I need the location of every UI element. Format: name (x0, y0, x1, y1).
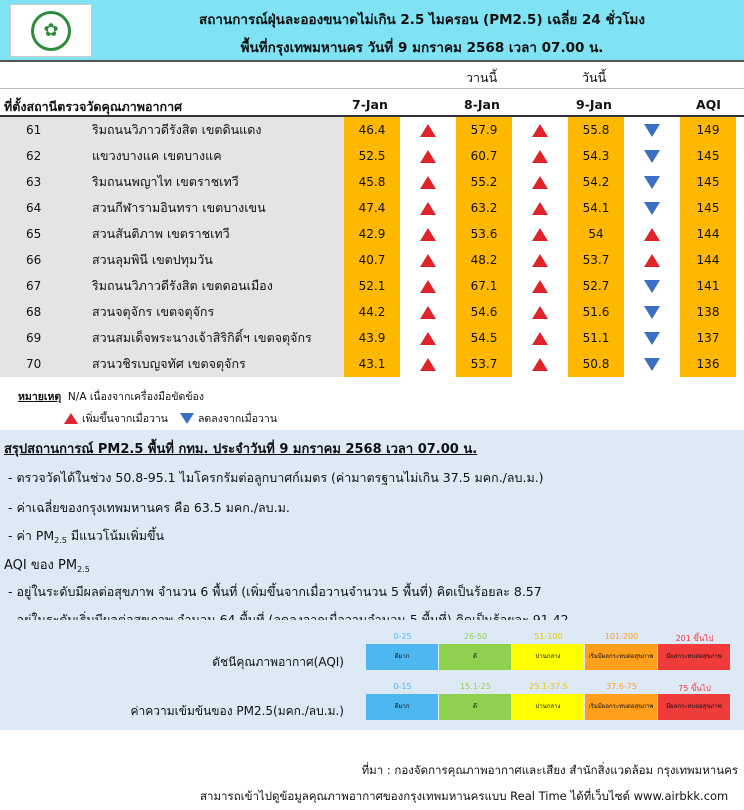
bma-logo (10, 4, 92, 57)
trend-cell (624, 169, 680, 195)
station-name: สวนสมเด็จพระนางเจ้าสิริกิติ์ฯ เขตจตุจักร (86, 325, 344, 351)
pm-value-day2: 57.9 (456, 117, 512, 143)
range-label: 201 ขึ้นไป (675, 634, 714, 643)
station-number: 64 (0, 195, 86, 221)
pm-value-day2: 60.7 (456, 143, 512, 169)
station-name: ริมถนนวิภาวดีรังสิต เขตดินแดง (86, 117, 344, 143)
note (18, 388, 204, 405)
pm-value-day2: 54.5 (456, 325, 512, 351)
trend-cell (512, 169, 568, 195)
up-triangle-icon (532, 332, 548, 345)
pm-value-day1: 44.2 (344, 299, 400, 325)
trend-cell (624, 117, 680, 143)
level-box: เริ่มมีผลกระทบต่อสุขภาพ (585, 644, 657, 670)
table-row (0, 351, 744, 377)
range-label: 25.1-37.5 (529, 682, 568, 691)
report-subtitle: พื้นที่กรุงเทพมหานคร วันที่ 9 มกราคม 2568 เวลา 07.00 น. (240, 40, 604, 56)
trend-cell (400, 273, 456, 299)
note-label: หมายเหตุ (18, 391, 62, 403)
pm-value-day3: 54.1 (568, 195, 624, 221)
note-text: N/A เนื่องจากเครื่องมือขัดข้อง (67, 391, 204, 403)
up-triangle-icon (420, 358, 436, 371)
level-box: ปานกลาง (512, 694, 584, 720)
aqi-value: 145 (680, 143, 736, 169)
pm-value-day3: 53.7 (568, 247, 624, 273)
station-name: แขวงบางแค เขตบางแค (86, 143, 344, 169)
aqi-summary-1: - อยู่ในระดับมีผลต่อสุขภาพ จำนวน 6 พื้นที่ (เพิ่มขึ้นจากเมื่อวานจำนวน 5 พื้นที่) คิดเป็นร้อยละ 8.57 (8, 584, 542, 599)
legend-down-label: ลดลงจากเมื่อวาน (198, 413, 278, 425)
trend-suffix: มีแนวโน้มเพิ่มขึ้น (66, 528, 165, 543)
trend-cell (624, 273, 680, 299)
up-triangle-icon (532, 280, 548, 293)
station-number: 66 (0, 247, 86, 273)
aqi-value: 145 (680, 195, 736, 221)
trend-cell (512, 143, 568, 169)
level-box: มีผลกระทบต่อสุขภาพ (658, 694, 730, 720)
scale-panel (0, 620, 744, 730)
aqi-value: 144 (680, 221, 736, 247)
station-number: 67 (0, 273, 86, 299)
up-triangle-icon (420, 254, 436, 267)
up-triangle-icon (532, 254, 548, 267)
up-triangle-icon (420, 124, 436, 137)
trend-cell (624, 247, 680, 273)
down-triangle-icon (644, 358, 660, 371)
trend-cell (400, 221, 456, 247)
pm-value-day2: 53.7 (456, 351, 512, 377)
up-triangle-icon (532, 176, 548, 189)
trend-cell (512, 221, 568, 247)
station-name: ริมถนนพญาไท เขตราชเทวี (86, 169, 344, 195)
table-row (0, 143, 744, 169)
trend-cell (624, 143, 680, 169)
trend-cell (400, 143, 456, 169)
website-note: สามารถเข้าไปดูข้อมูลคุณภาพอากาศของกรุงเทพมหานครแบบ Real Time ได้ที่เว็บไซต์ www.airbkk.com (200, 789, 729, 803)
station-name: สวนสันติภาพ เขตราชเทวี (86, 221, 344, 247)
divider (0, 88, 744, 89)
pm-value-day3: 54 (568, 221, 624, 247)
up-triangle-icon (420, 202, 436, 215)
report-title: สถานการณ์ฝุ่นละอองขนาดไม่เกิน 2.5 ไมครอน (PM2.5) เฉลี่ย 24 ชั่วโมง (198, 12, 645, 28)
today-label: วันนี้ (582, 70, 607, 85)
pm-value-day1: 42.9 (344, 221, 400, 247)
station-number: 62 (0, 143, 86, 169)
table-row (0, 325, 744, 351)
range-label: 0-15 (393, 682, 412, 691)
level-box: เริ่มมีผลกระทบต่อสุขภาพ (585, 694, 657, 720)
summary-range: - ตรวจวัดได้ในช่วง 50.8-95.1 ไมโครกรัมต่อลูกบาศก์เมตร (ค่ามาตรฐานไม่เกิน 37.5 มคก./ลบ.ม.) (8, 470, 544, 485)
station-column-header: ที่ตั้งสถานีตรวจวัดคุณภาพอากาศ (4, 99, 183, 114)
yesterday-label: วานนี้ (466, 70, 498, 85)
down-triangle-icon (644, 202, 660, 215)
trend-cell (624, 195, 680, 221)
up-triangle-icon (420, 228, 436, 241)
pm-value-day3: 52.7 (568, 273, 624, 299)
trend-cell (400, 169, 456, 195)
trend-cell (512, 273, 568, 299)
bma-seal-icon: ✿ (31, 11, 71, 51)
aqi-heading-sub: 2.5 (77, 565, 90, 574)
up-triangle-icon (420, 150, 436, 163)
trend-cell (512, 195, 568, 221)
pm-value-day3: 51.6 (568, 299, 624, 325)
up-triangle-icon (420, 332, 436, 345)
legend-down (180, 410, 277, 427)
pm-value-day1: 52.1 (344, 273, 400, 299)
range-label: 15.1-25 (460, 682, 491, 691)
level-box: มีผลกระทบต่อสุขภาพ (658, 644, 730, 670)
down-triangle-icon (644, 124, 660, 137)
legend-up-label: เพิ่มขึ้นจากเมื่อวาน (82, 413, 168, 425)
up-triangle-icon (420, 306, 436, 319)
trend-cell (624, 351, 680, 377)
down-triangle-icon (644, 150, 660, 163)
trend-cell (400, 195, 456, 221)
trend-cell (624, 325, 680, 351)
aqi-scale-label: ดัชนีคุณภาพอากาศ(AQI) (212, 655, 344, 669)
range-label: 37.6-75 (606, 682, 637, 691)
up-triangle-icon (532, 358, 548, 371)
pm-value-day3: 54.2 (568, 169, 624, 195)
trend-cell (400, 247, 456, 273)
trend-cell (400, 117, 456, 143)
table-row (0, 247, 744, 273)
trend-cell (624, 299, 680, 325)
pm-value-day2: 55.2 (456, 169, 512, 195)
aqi-value: 136 (680, 351, 736, 377)
summary-trend (8, 526, 164, 546)
trend-cell (512, 247, 568, 273)
station-number: 65 (0, 221, 86, 247)
pm-value-day1: 43.1 (344, 351, 400, 377)
trend-cell (512, 299, 568, 325)
level-box: ดี (439, 694, 511, 720)
up-triangle-icon (420, 280, 436, 293)
trend-cell (512, 117, 568, 143)
station-name: ริมถนนวิภาวดีรังสิต เขตดอนเมือง (86, 273, 344, 299)
table-row (0, 299, 744, 325)
trend-cell (400, 325, 456, 351)
pm-value-day1: 45.8 (344, 169, 400, 195)
aqi-value: 141 (680, 273, 736, 299)
level-box: ปานกลาง (512, 644, 584, 670)
station-number: 63 (0, 169, 86, 195)
pm-value-day2: 67.1 (456, 273, 512, 299)
aqi-heading (4, 554, 90, 575)
summary-average: - ค่าเฉลี่ยของกรุงเทพมหานคร คือ 63.5 มคก./ลบ.ม. (8, 500, 290, 515)
station-name: สวนจตุจักร เขตจตุจักร (86, 299, 344, 325)
station-number: 69 (0, 325, 86, 351)
level-box: ดีมาก (366, 644, 438, 670)
up-triangle-icon (532, 150, 548, 163)
aqi-value: 144 (680, 247, 736, 273)
trend-cell (512, 351, 568, 377)
station-table (0, 117, 744, 377)
up-triangle-icon (532, 202, 548, 215)
down-triangle-icon (644, 280, 660, 293)
source-credit: ที่มา : กองจัดการคุณภาพอากาศและเสียง สำนักสิ่งแวดล้อม กรุงเทพมหานคร (361, 763, 738, 777)
pm-value-day1: 52.5 (344, 143, 400, 169)
pm-value-day1: 47.4 (344, 195, 400, 221)
pm-value-day2: 54.6 (456, 299, 512, 325)
pm-value-day1: 46.4 (344, 117, 400, 143)
range-label: 26-50 (463, 632, 488, 641)
aqi-column-header: AQI (696, 97, 721, 112)
legend-up (64, 410, 168, 427)
pm-value-day1: 40.7 (344, 247, 400, 273)
pm-value-day2: 48.2 (456, 247, 512, 273)
aqi-value: 149 (680, 117, 736, 143)
up-triangle-icon (644, 254, 660, 267)
pm-value-day3: 54.3 (568, 143, 624, 169)
up-triangle-icon (644, 228, 660, 241)
pm-scale-label: ค่าความเข้มข้นของ PM2.5(มคก./ลบ.ม.) (130, 704, 344, 718)
trend-cell (512, 325, 568, 351)
level-box: ดีมาก (366, 694, 438, 720)
pm-value-day1: 43.9 (344, 325, 400, 351)
pm-scale-bar (366, 694, 731, 720)
station-name: สวนกีฬารามอินทรา เขตบางเขน (86, 195, 344, 221)
range-label: 75 ขึ้นไป (678, 684, 711, 693)
summary-panel (0, 430, 744, 645)
up-triangle-icon (64, 413, 78, 424)
trend-cell (624, 221, 680, 247)
pm-value-day3: 51.1 (568, 325, 624, 351)
aqi-value: 145 (680, 169, 736, 195)
report-header (0, 0, 744, 62)
pm-value-day3: 50.8 (568, 351, 624, 377)
range-label: 51-100 (534, 632, 563, 641)
trend-sub: 2.5 (54, 536, 67, 545)
up-triangle-icon (532, 228, 548, 241)
level-box: ดี (439, 644, 511, 670)
summary-title: สรุปสถานการณ์ PM2.5 พื้นที่ กทม. ประจำวันที่ 9 มกราคม 2568 เวลา 07.00 น. (4, 442, 478, 457)
station-name: สวนลุมพินี เขตปทุมวัน (86, 247, 344, 273)
pm-value-day2: 63.2 (456, 195, 512, 221)
pm-value-day2: 53.6 (456, 221, 512, 247)
range-label: 0-25 (393, 632, 412, 641)
range-label: 101-200 (604, 632, 639, 641)
station-number: 68 (0, 299, 86, 325)
table-row (0, 273, 744, 299)
aqi-value: 137 (680, 325, 736, 351)
down-triangle-icon (644, 306, 660, 319)
trend-cell (400, 351, 456, 377)
down-triangle-icon (644, 176, 660, 189)
trend-prefix: - ค่า PM (8, 528, 55, 543)
station-number: 70 (0, 351, 86, 377)
day2-column-header: 8-Jan (464, 97, 500, 112)
up-triangle-icon (420, 176, 436, 189)
table-row (0, 169, 744, 195)
pm-value-day3: 55.8 (568, 117, 624, 143)
day1-column-header: 7-Jan (352, 97, 388, 112)
up-triangle-icon (532, 124, 548, 137)
aqi-value: 138 (680, 299, 736, 325)
aqi-scale-bar (366, 644, 731, 670)
table-row (0, 221, 744, 247)
table-row (0, 117, 744, 143)
table-row (0, 195, 744, 221)
day3-column-header: 9-Jan (576, 97, 612, 112)
station-name: สวนวชิรเบญจทัศ เขตจตุจักร (86, 351, 344, 377)
station-number: 61 (0, 117, 86, 143)
down-triangle-icon (180, 413, 194, 424)
trend-cell (400, 299, 456, 325)
aqi-heading-text: AQI ของ PM (4, 558, 78, 573)
up-triangle-icon (532, 306, 548, 319)
down-triangle-icon (644, 332, 660, 345)
